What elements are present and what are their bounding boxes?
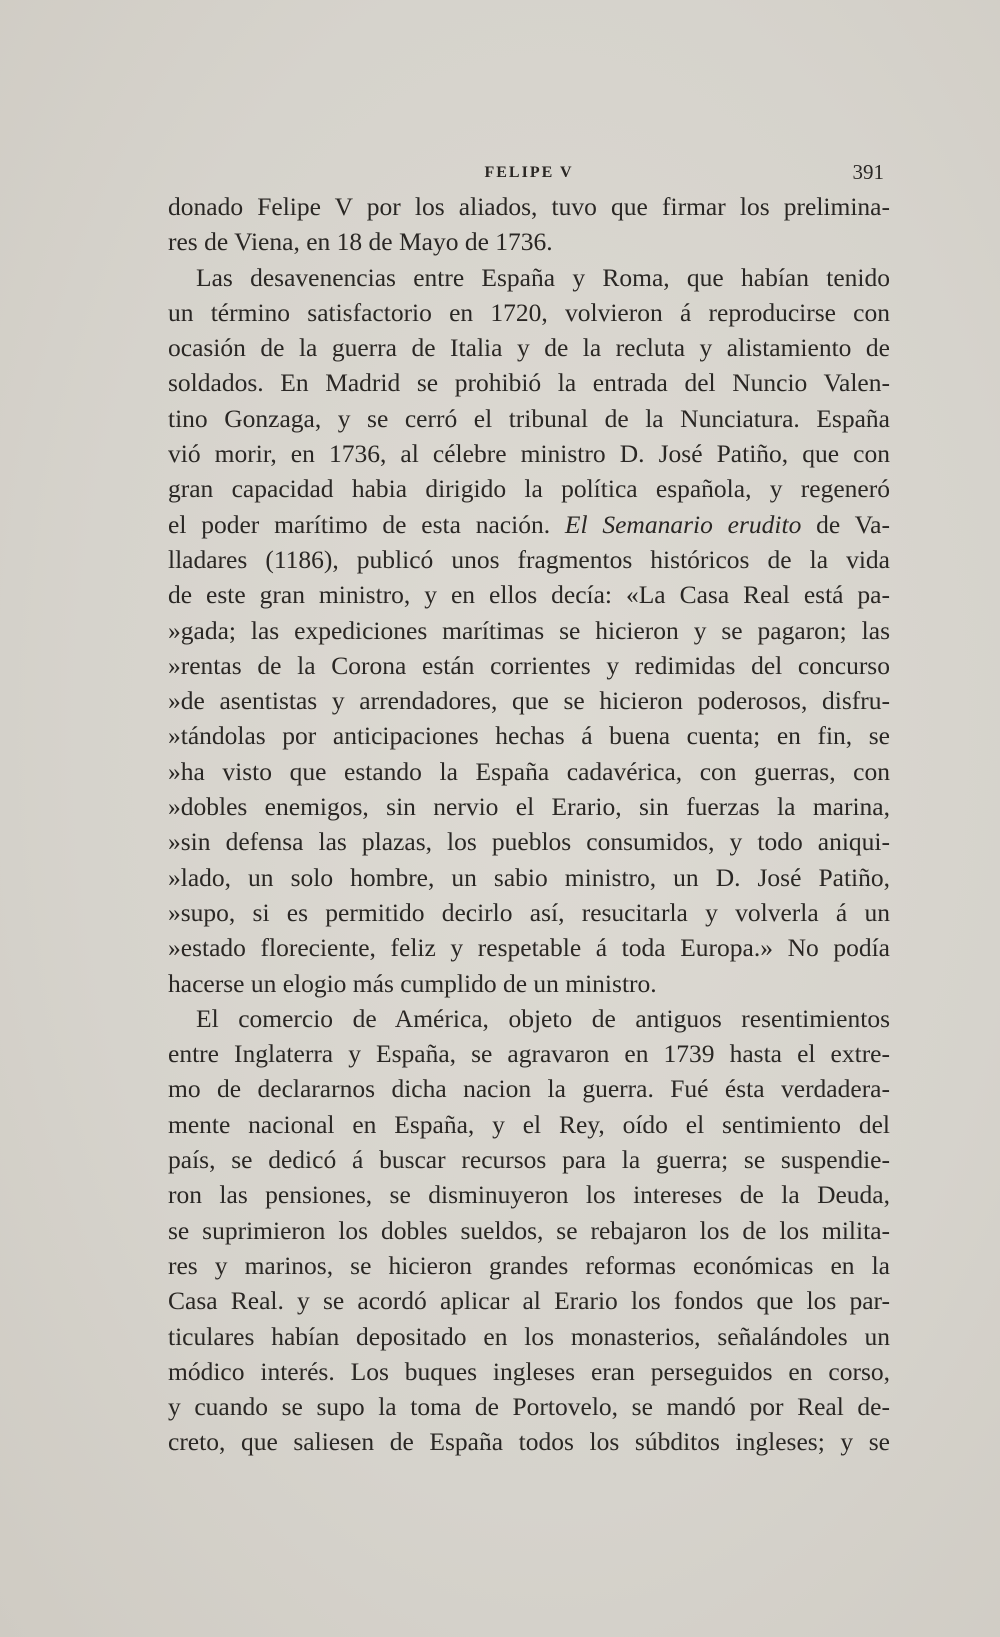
text-line: país, se dedicó á buscar recursos para la guerra; se suspendie- [168, 1145, 890, 1175]
text-line: un término satisfactorio en 1720, volvieron á reproducirse con [168, 297, 890, 327]
text-line: donado Felipe V por los aliados, tuvo que firmar los prelimina- [168, 192, 890, 221]
text-line: mente nacional en España, y el Rey, oído el sentimiento del [168, 1109, 890, 1139]
text-line: ticulares habían depositado en los monasterios, señalándoles un [168, 1321, 890, 1351]
text-line: »sin defensa las plazas, los pueblos consumidos, y todo aniqui- [168, 827, 890, 857]
text-line: »rentas de la Corona están corrientes y redimidas del concurso [168, 650, 890, 680]
text-line: módico interés. Los buques ingleses eran perseguidos en corso, [168, 1356, 890, 1386]
text-line: entre Inglaterra y España, se agravaron en 1739 hasta el extre- [168, 1039, 890, 1069]
text-line: »tándolas por anticipaciones hechas á buena cuenta; en fin, se [168, 721, 890, 751]
text-line: vió morir, en 1736, al célebre ministro D. José Patiño, que con [168, 439, 890, 469]
text-line: ocasión de la guerra de Italia y de la recluta y alistamiento de [168, 333, 890, 363]
text-line: se suprimieron los dobles sueldos, se rebajaron los de los milita- [168, 1215, 890, 1245]
text-line: »supo, si es permitido decirlo así, resucitarla y volverla á un [168, 897, 890, 927]
text-line: El comercio de América, objeto de antiguos resentimientos [196, 1003, 890, 1033]
text-line: »estado floreciente, feliz y respetable á toda Europa.» No podía [168, 933, 890, 963]
text-line: ron las pensiones, se disminuyeron los intereses de la Deuda, [168, 1180, 890, 1210]
text-line: de este gran ministro, y en ellos decía: «La Casa Real está pa- [168, 580, 890, 610]
text-line: res y marinos, se hicieron grandes reformas económicas en la [168, 1250, 890, 1280]
running-title: FELIPE V [484, 164, 574, 181]
text-line: »gada; las expediciones marítimas se hicieron y se pagaron; las [168, 615, 890, 645]
text-line: soldados. En Madrid se prohibió la entrada del Nuncio Valen- [168, 368, 890, 398]
text-line: tino Gonzaga, y se cerró el tribunal de la Nunciatura. España [168, 403, 890, 433]
italic-title: El Semanario erudito [564, 509, 802, 539]
text-line: Las desavenencias entre España y Roma, que habían tenido [196, 262, 890, 292]
text-line: gran capacidad habia dirigido la política española, y regeneró [168, 474, 890, 504]
text-line: mo de declararnos dicha nacion la guerra. Fué ésta verdadera- [168, 1074, 890, 1104]
text-line: hacerse un elogio más cumplido de un ministro. [168, 968, 657, 998]
text-line: creto, que saliesen de España todos los súbditos ingleses; y se [168, 1427, 890, 1457]
text-line: »de asentistas y arrendadores, que se hicieron poderosos, disfru- [168, 686, 890, 716]
text-run: de Va- [801, 509, 890, 539]
text-line: »lado, un solo hombre, un sabio ministro, un D. José Patiño, [168, 862, 890, 892]
text-line [168, 507, 890, 542]
running-header [168, 158, 890, 188]
text-line: y cuando se supo la toma de Portovelo, se mandó por Real de- [168, 1392, 890, 1422]
body-text [168, 189, 890, 1460]
text-line: »ha visto que estando la España cadavérica, con guerras, con [168, 756, 890, 786]
text-line: Casa Real. y se acordó aplicar al Erario los fondos que los par- [168, 1286, 890, 1316]
text-line: lladares (1186), publicó unos fragmentos históricos de la vida [168, 544, 890, 574]
text-line: res de Viena, en 18 de Mayo de 1736. [168, 227, 553, 257]
text-line: »dobles enemigos, sin nervio el Erario, sin fuerzas la marina, [168, 792, 890, 822]
page-number: 391 [852, 160, 884, 184]
text-run: el poder marítimo de esta nación. [168, 509, 565, 539]
